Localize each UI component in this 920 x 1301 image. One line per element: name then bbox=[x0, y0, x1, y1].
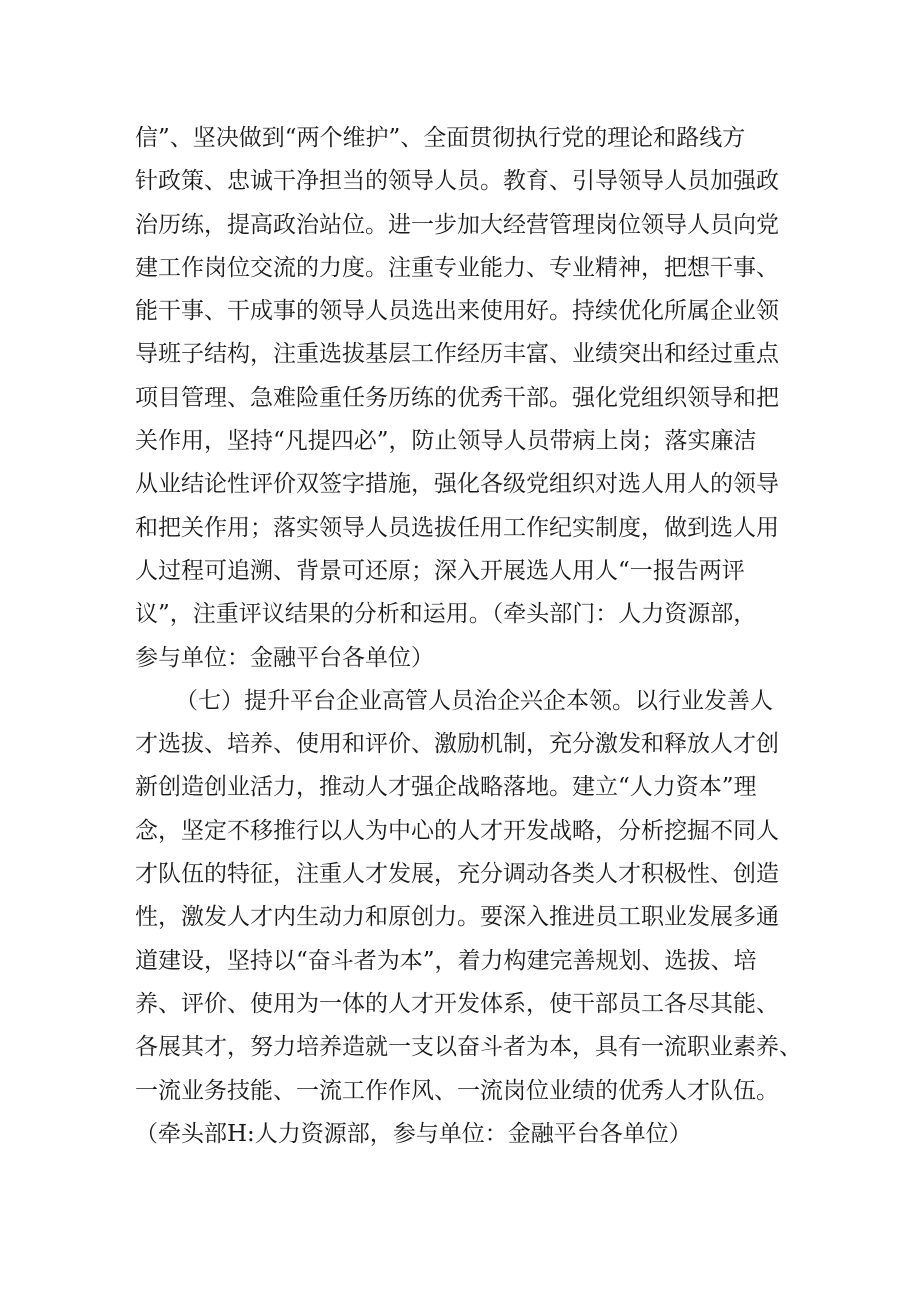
text-line: 才选拔、培养、使用和评价、激励机制，充分激发和释放人才创 bbox=[135, 731, 779, 758]
text-line: 念，坚定不移推行以人为中心的人才开发战略，分析挖掘不同人 bbox=[135, 817, 779, 844]
text-line: 治历练，提高政治站位。进一步加大经营管理岗位领导人员向党 bbox=[135, 211, 779, 238]
text-line: 导班子结构，注重选拔基层工作经历丰富、业绩突出和经过重点 bbox=[135, 341, 779, 368]
text-line: 各展其才，努力培养造就一支以奋斗者为本，具有一流职业素养、 bbox=[135, 1034, 802, 1061]
text-line: 建工作岗位交流的力度。注重专业能力、专业精神，把想干事、 bbox=[135, 254, 779, 281]
text-line: 从业结论性评价双签字措施，强化各级党组织对选人用人的领导 bbox=[135, 471, 779, 498]
text-line: 信”、坚决做到“两个维护”、全面贯彻执行党的理论和路线方 bbox=[135, 125, 746, 151]
text-line: 才队伍的特征，注重人才发展，充分调动各类人才积极性、创造 bbox=[135, 861, 779, 888]
text-line: 关作用，坚持“凡提四必”，防止领导人员带病上岗；落实廉洁 bbox=[135, 428, 757, 455]
paragraph-2 bbox=[135, 680, 815, 1156]
text-line: 针政策、忠诚干净担当的领导人员。教育、引导领导人员加强政 bbox=[135, 168, 779, 195]
text-line: 参与单位：金融平台各单位） bbox=[135, 644, 434, 671]
text-line: 养、评价、使用为一体的人才开发体系，使干部员工各尽其能、 bbox=[135, 990, 779, 1017]
text-line: 议”，注重评议结果的分析和运用。（牵头部门：人力资源部， bbox=[135, 601, 757, 628]
text-line: 能干事、干成事的领导人员选出来使用好。持续优化所属企业领 bbox=[135, 298, 779, 325]
text-line: （七）提升平台企业高管人员治企兴企本领。以行业发善人 bbox=[175, 687, 773, 714]
text-line: 人过程可追溯、背景可还原；深入开展选人用人“一报告两评 bbox=[135, 557, 745, 584]
text-line: 新创造创业活力，推动人才强企战略落地。建立“人力资本”理 bbox=[135, 774, 757, 801]
body-text bbox=[135, 117, 815, 1156]
text-line: 道建设，坚持以“奋斗者为本”，着力构建完善规划、选拔、培 bbox=[135, 947, 757, 974]
text-line: 项目管理、急难险重任务历练的优秀干部。强化党组织领导和把 bbox=[135, 384, 779, 411]
text-line: 和把关作用；落实领导人员选拔任用工作纪实制度，做到选人用 bbox=[135, 514, 779, 541]
text-line: 性，激发人才内生动力和原创力。要深入推进员工职业发展多通 bbox=[135, 904, 779, 931]
text-line: （牵头部H:人力资源部，参与单位：金融平台各单位） bbox=[135, 1120, 692, 1147]
text-line: 一流业务技能、一流工作作风、一流岗位业绩的优秀人才队伍。 bbox=[135, 1077, 779, 1104]
paragraph-1 bbox=[135, 117, 815, 680]
